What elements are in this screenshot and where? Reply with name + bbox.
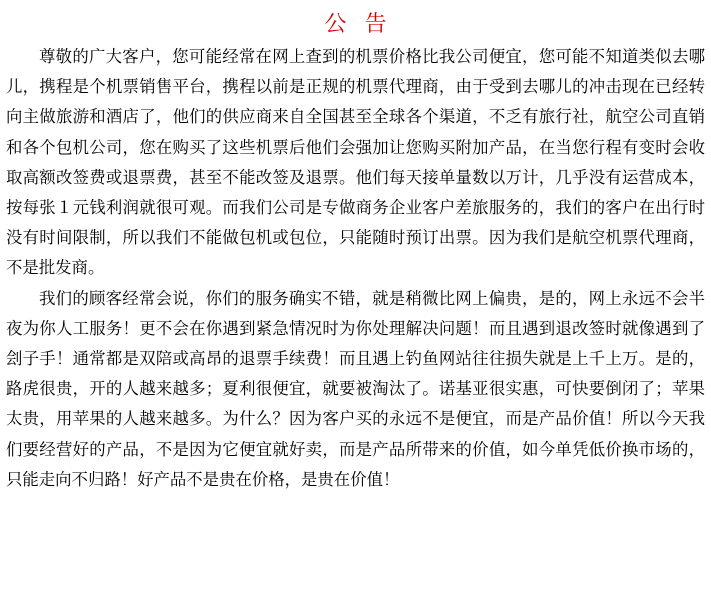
- notice-title: 公告: [324, 12, 405, 37]
- notice-paragraph-1: 尊敬的广大客户，您可能经常在网上查到的机票价格比我公司便宜，您可能不知道类似去哪儿，携程是个机票销售平台，携程以前是正规的机票代理商，由于受到去哪儿的冲击现在已经转向主做旅游和酒店了，他们的供应商来自全国甚至全球各个渠道，不乏有旅行社，航空公司直销和各个包机公司，您在购买了这些机票后他们会强加让您购买附加产品，在当您行程有变时会收取高额改签费或退票费，甚至不能改签及退票。他们每天接单量数以万计，几乎没有运营成本，按每张１元钱利润就很可观。而我们公司是专做商务企业客户差旅服务的，我们的客户在出行时没有时间限制，所以我们不能做包机或包位，只能随时预订出票。因为我们是航空机票代理商，不是批发商。: [6, 47, 705, 278]
- notice-paragraph-2: 我们的顾客经常会说，你们的服务确实不错，就是稍微比网上偏贵，是的，网上永远不会半夜为你人工服务！更不会在你遇到紧急情况时为你处理解决问题！而且遇到退改签时就像遇到了刽子手！通常都是双陪或高昂的退票手续费！而且遇上钓鱼网站往往损失就是上千上万。是的，路虎很贵，开的人越来越多；夏利很便宜，就要被淘汰了。诺基亚很实惠，可快要倒闭了；苹果太贵，用苹果的人越来越多。为什么？因为客户买的永远不是便宜，而是产品价值！所以今天我们要经营好的产品，不是因为它便宜就好卖，而是产品所带来的价值，如今单凭低价换市场的，只能走向不归路！好产品不是贵在价格，是贵在价值！: [6, 288, 705, 489]
